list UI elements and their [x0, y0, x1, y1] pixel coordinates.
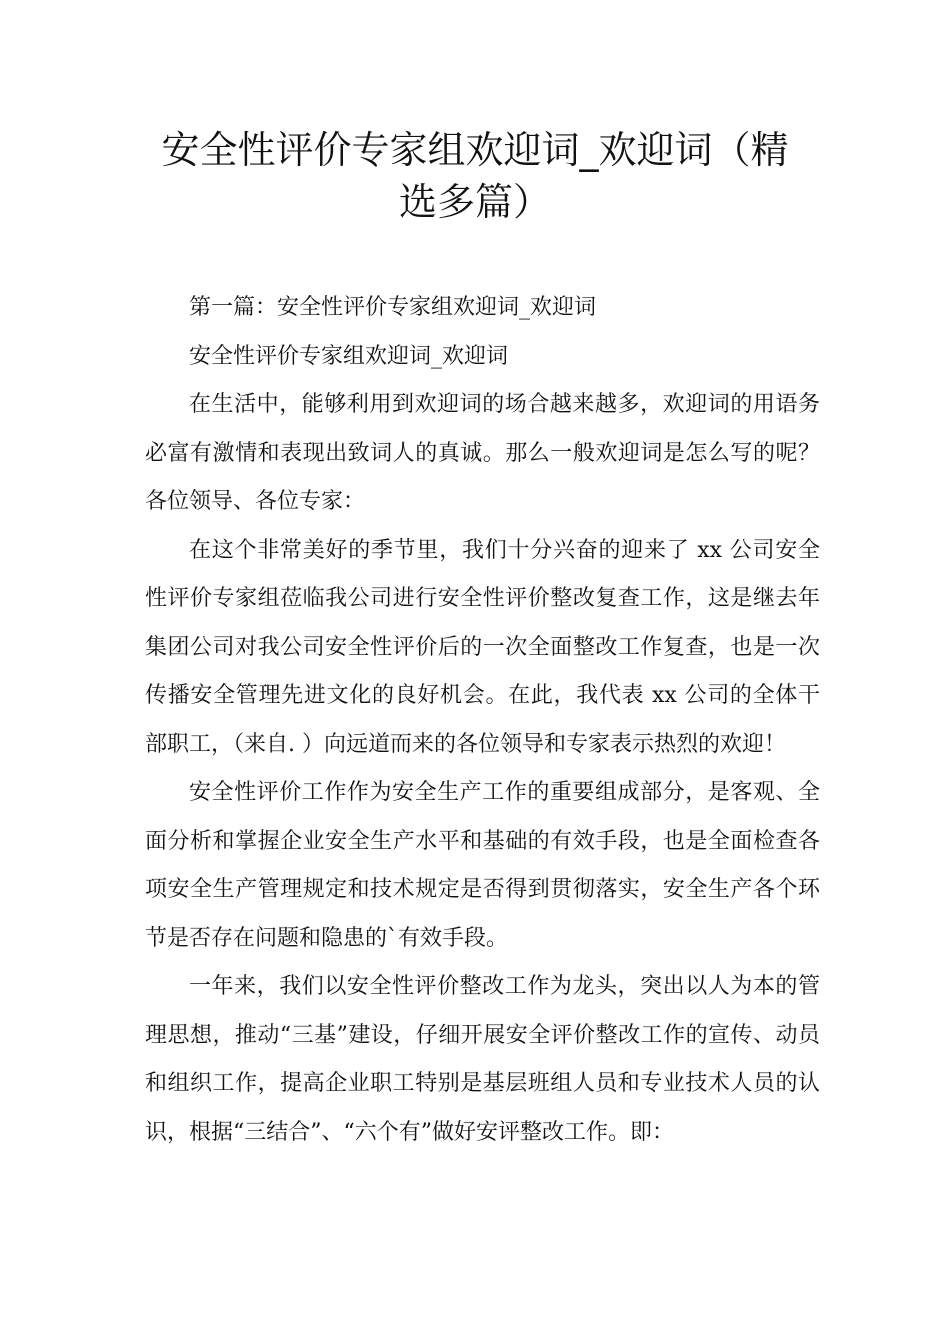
document-body: [145, 284, 820, 1157]
subheading: 安全性评价专家组欢迎词_欢迎词: [189, 343, 509, 369]
paragraph: 安全性评价工作作为安全生产工作的重要组成部分，是客观、全面分析和掌握企业安全生产水平和基础的有效手段，也是全面检查各项安全生产管理规定和技术规定是否得到贯彻落实，安全生产各个环节是否存在问题和隐患的`有效手段。: [145, 780, 820, 951]
title-line-2: 选多篇）: [398, 180, 551, 224]
document-title: [120, 124, 830, 228]
paragraph: 在这个非常美好的季节里，我们十分兴奋的迎来了 xx 公司安全性评价专家组莅临我公司进行安全性评价整改复查工作，这是继去年集团公司对我公司安全性评价后的一次全面整改工作复查，也是一次传播安全管理先进文化的良好机会。在此，我代表 xx 公司的全体干部职工，（来自. ）向远道而来的各位领导和专家表示热烈的欢迎！: [145, 537, 820, 757]
section-heading: 第一篇：安全性评价专家组欢迎词_欢迎词: [189, 295, 597, 320]
paragraph: 一年来，我们以安全性评价整改工作为龙头，突出以人为本的管理思想，推动“三基”建设，仔细开展安全评价整改工作的宣传、动员和组织工作，提高企业职工特别是基层班组人员和专业技术人员的认识，根据“三结合”、“六个有”做好安评整改工作。即：: [145, 974, 820, 1145]
title-line-1: 安全性评价专家组欢迎词_欢迎词（精: [161, 128, 789, 172]
paragraph: 在生活中，能够利用到欢迎词的场合越来越多，欢迎词的用语务必富有激情和表现出致词人的真诚。那么一般欢迎词是怎么写的呢？各位领导、各位专家：: [145, 392, 820, 514]
